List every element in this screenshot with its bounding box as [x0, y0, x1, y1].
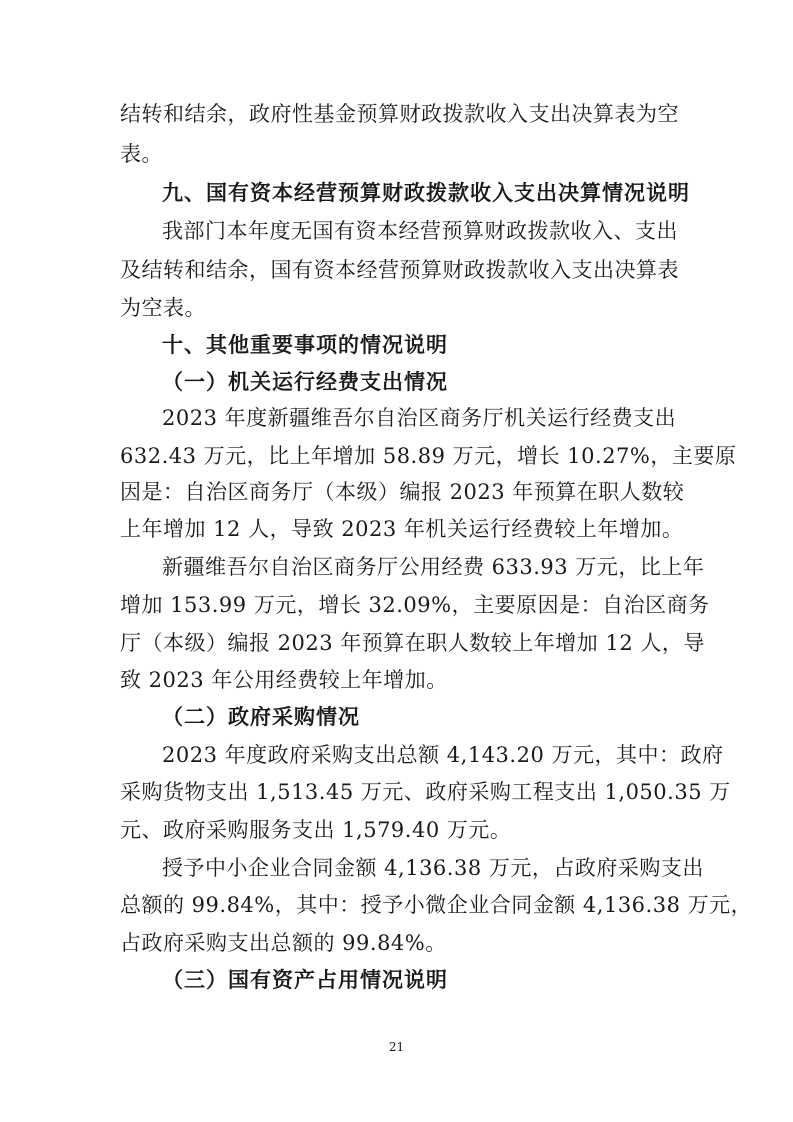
paragraph-line: 致 2023 年公用经费较上年增加。	[120, 668, 448, 692]
paragraph-line: 采购货物支出 1,513.45 万元、政府采购工程支出 1,050.35 万	[120, 780, 731, 804]
paragraph-line: 结转和结余，政府性基金预算财政拨款收入支出决算表为空	[120, 102, 679, 126]
section-heading-10: 十、其他重要事项的情况说明	[162, 333, 448, 357]
paragraph-line: 总额的 99.84%，其中：授予小微企业合同金额 4,136.38 万元，	[120, 893, 753, 917]
paragraph-line: 为空表。	[120, 296, 206, 320]
paragraph-line: 因是：自治区商务厅（本级）编报 2023 年预算在职人数较	[120, 480, 685, 504]
paragraph-line: 元、政府采购服务支出 1,579.40 万元。	[120, 818, 512, 842]
paragraph-line: 表。	[120, 142, 163, 166]
section-heading-9: 九、国有资本经营预算财政拨款收入支出决算情况说明	[162, 181, 690, 205]
paragraph-line: 占政府采购支出总额的 99.84%。	[120, 931, 447, 955]
paragraph-line: 我部门本年度无国有资本经营预算财政拨款收入、支出	[162, 219, 678, 243]
subsection-heading-2: （二）政府采购情况	[162, 705, 360, 729]
paragraph-line: 上年增加 12 人，导致 2023 年机关运行经费较上年增加。	[120, 517, 684, 541]
paragraph-line: 增加 153.99 万元，增长 32.09%，主要原因是：自治区商务	[120, 593, 710, 617]
paragraph-line: 2023 年度新疆维吾尔自治区商务厅机关运行经费支出	[162, 406, 677, 430]
subsection-heading-1: （一）机关运行经费支出情况	[162, 370, 448, 394]
subsection-heading-3: （三）国有资产占用情况说明	[162, 968, 448, 992]
paragraph-line: 授予中小企业合同金额 4,136.38 万元，占政府采购支出	[162, 856, 704, 880]
paragraph-line: 及结转和结余，国有资本经营预算财政拨款收入支出决算表	[120, 258, 679, 282]
paragraph-line: 厅（本级）编报 2023 年预算在职人数较上年增加 12 人，导	[120, 631, 705, 655]
page-number: 21	[388, 1040, 405, 1054]
paragraph-line: 2023 年度政府采购支出总额 4,143.20 万元，其中：政府	[162, 743, 724, 767]
paragraph-line: 新疆维吾尔自治区商务厅公用经费 633.93 万元，比上年	[162, 555, 705, 579]
paragraph-line: 632.43 万元，比上年增加 58.89 万元，增长 10.27%，主要原	[120, 444, 737, 468]
